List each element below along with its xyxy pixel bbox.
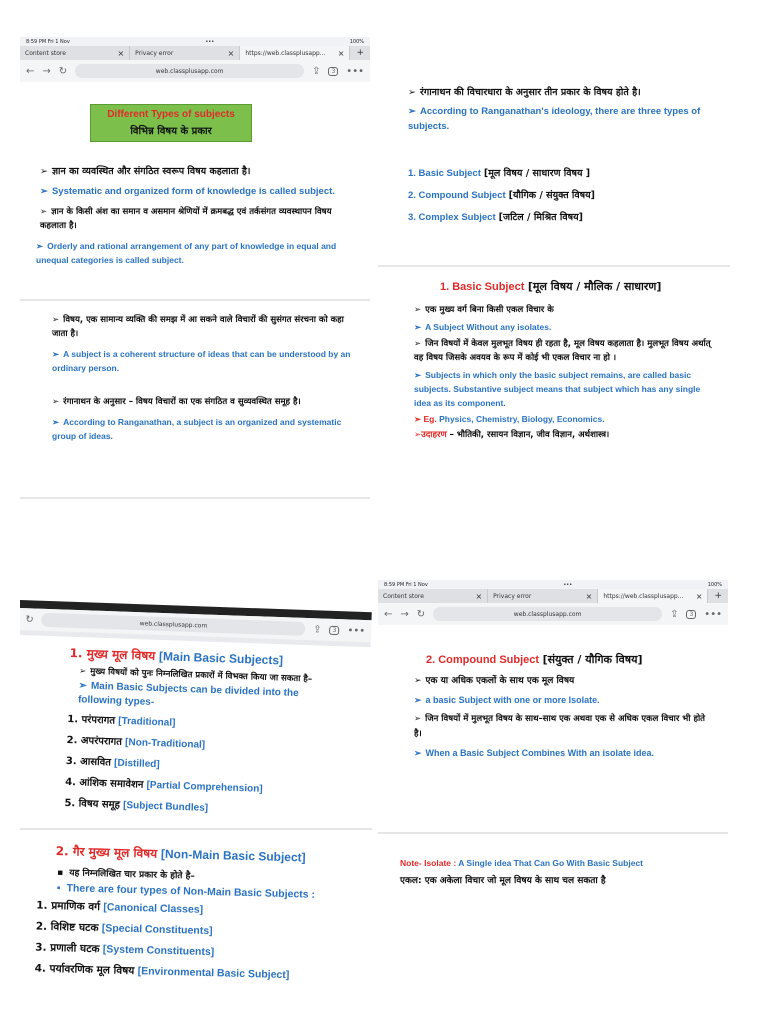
arrow-icon: ➢ [408,87,416,98]
eg-label: Eg. [423,414,437,424]
status-dots: ••• [205,38,215,45]
p4-en: According to Ranganathan, a subject is an organized and systematic group of ideas. [52,417,342,441]
list-item: 2. विशिष्ट घटक [Special Constituents] [35,920,213,938]
list-item: 2. Compound Subject [यौगिक / संयुक्त विषय] [408,190,596,201]
list-item: 3. प्रणाली घटक [System Constituents] [35,941,215,959]
s3-b2-hi: जिन विषयों में केवल मुलभूत विषय ही रहता है, मूल विषय कहलाता है। मुलभूत विषय अर्थात् वह विषय जिसके अवयव के रूप में कोई भी एकल विचार ना हो । [414,339,711,363]
tab-count[interactable]: 3 [329,625,339,634]
slide2-body [408,85,723,134]
p3-en: A subject is a coherent structure of ideas that can be understood by an ordinary person. [52,349,351,373]
screenshot-top-left [20,37,370,507]
arrow-icon: ➢ [414,414,424,424]
browser-chrome [20,600,372,647]
reload-icon[interactable]: ↻ [416,608,426,620]
status-bar [378,580,728,589]
more-icon[interactable]: ••• [704,608,722,620]
list-item: 2. अपरंपरागत [Non-Traditional] [66,734,206,751]
browser-chrome [20,37,370,82]
arrow-icon: ➢ [408,106,416,117]
list-item: 3. आसवित [Distilled] [65,755,160,771]
close-icon[interactable]: × [475,591,483,601]
status-dots: ••• [563,581,573,588]
list-item: 5. विषय समूह [Subject Bundles] [64,797,209,814]
slide1-body [36,165,360,267]
arrow-icon: ➢ [414,714,422,724]
screenshot-bottom-left [20,600,372,1024]
status-battery: 100% [707,581,722,588]
browser-chrome [378,580,728,625]
slide4-top: 1. मुख्य मूल विषय [Main Basic Subjects] ➢ मुख्य विषयों को पुनः निम्नलिखित प्रकारों में विभक्त किया जा सकता है– ➢ Main Basic Subjects can be divided into the following types- 1. परंपरागत [Traditional] 2. अपरंपरागत [Non-Traditional] 3. आसवित [Distilled] 4. आंशिक समावेशन [Partial Comprehension] 5. विषय समूह [Subject Bundles] [64,644,370,824]
url-field[interactable]: web.classplusapp.com [41,613,305,636]
tab-classplus[interactable]: https://web.classplusapp... × [240,46,350,60]
arrow-icon: ➢ [414,748,422,758]
arrow-icon: ➢ [52,349,60,359]
bullet-icon: ▪ [57,868,64,879]
close-icon[interactable]: × [227,48,235,58]
tab-privacy-error[interactable]: Privacy error × [488,589,598,603]
list-item: 4. आंशिक समावेशन [Partial Comprehension] [64,776,263,795]
slide4-bottom: 2. गैर मुख्य मूल विषय [Non-Main Basic Subject] ▪ यह निम्नलिखित चार प्रकार के होते है– ▪ There are four types of Non-Main Basic Subjects : 1. प्रमाणिक वर्ग [Canonical Classes] 2. विशिष्ट घटक [Special Constituents] 3. प्रणाली घटक [System Constituents] 4. पर्यावरणिक मूल विषय [Environmental Basic Subject] [52,842,366,988]
note-label: Note- Isolate : [400,858,457,868]
status-bar [20,37,370,46]
slide3-title: 1. Basic Subject [मूल विषय / मौलिक / साधारण] [440,280,662,293]
arrow-icon: ➢ [414,676,422,686]
arrow-icon: ➢ [414,430,422,440]
arrow-icon: ➢ [414,339,422,349]
slide1-body-2 [52,313,352,443]
slide-title-hi: विभिन्न विषय के प्रकार [130,126,212,137]
address-bar [378,603,728,625]
list-item: 3. Complex Subject [जटिल / मिश्रित विषय] [408,212,583,223]
more-icon[interactable]: ••• [347,624,366,637]
p1-hi: ज्ञान का व्यवस्थित और संगठित स्वरूप विषय कहलाता है। [51,166,251,177]
divider [20,828,372,830]
example-text: – भौतिकी, रसायन विज्ञान, जीव विज्ञान, अर्थशास्त्र। [449,430,610,440]
arrow-icon: ➢ [414,370,422,380]
share-icon[interactable]: ⇪ [312,65,321,77]
note-block [400,854,725,890]
arrow-icon: ➢ [52,315,60,325]
close-icon[interactable]: × [585,591,593,601]
note-text-hi: एकल: एक अकेला विचार जो मूल विषय के साथ चल सकता है [400,876,606,886]
close-icon[interactable]: × [117,48,125,58]
arrow-icon: ➢ [78,680,88,692]
divider [378,265,730,267]
address-bar [20,60,370,82]
slide4-title-2: 2. गैर मुख्य मूल विषय [Non-Main Basic Subject] [55,843,306,865]
arrow-icon: ➢ [40,207,48,217]
arrow-icon: ➢ [414,695,422,705]
tab-content-store[interactable]: Content store × [378,589,488,603]
reload-icon[interactable]: ↻ [25,613,34,625]
status-time: 8:59 PM Fri 1 Nov [26,38,70,45]
p1-en: Systematic and organized form of knowledge is called subject. [51,186,335,197]
arrow-icon: ➢ [40,186,48,197]
example-label: उदाहरण [421,430,447,440]
slide-title-en: Different Types of subjects [107,109,235,120]
s2-p1-hi: रंगानाथन की विचारधारा के अनुसार तीन प्रकार के विषय होते है। [419,87,641,98]
s3-b1-en: A Subject Without any isolates. [425,322,552,332]
note-text-en: A Single idea That Can Go With Basic Subject [458,858,643,868]
new-tab-button[interactable]: + [714,591,723,601]
arrow-icon: ➢ [414,305,422,315]
eg-text: Physics, Chemistry, Biology, Economics. [439,414,605,424]
url-field[interactable]: web.classplusapp.com [433,607,662,621]
more-icon[interactable]: ••• [346,65,364,77]
new-tab-button[interactable]: + [356,48,365,58]
slide4-title: 1. मुख्य मूल विषय [Main Basic Subjects] [69,645,284,668]
tab-count[interactable]: 3 [686,610,696,619]
share-icon[interactable]: ⇪ [670,608,679,620]
main-subject-list [64,709,367,824]
tab-privacy-error[interactable]: Privacy error × [130,46,240,60]
bullet-icon: ▪ [56,882,61,895]
slide3-body [414,303,719,442]
p2-hi: ज्ञान के किसी अंश का समान व असमान श्रेणियों में क्रमबद्ध एवं तर्कसंगत व्यवस्थापन विषय कहलाता है। [40,207,332,231]
list-item: 4. पर्यावरणिक मूल विषय [Environmental Basic Subject] [34,962,290,982]
forward-icon[interactable]: → [400,608,409,620]
screenshot-top-right [378,75,730,475]
slide-title-box [90,104,252,142]
url-field[interactable]: web.classplusapp.com [75,64,304,78]
status-time: 8:59 PM Fri 1 Nov [384,581,428,588]
close-icon[interactable]: × [695,591,703,601]
divider [20,299,370,301]
non-main-subject-list [34,896,364,989]
back-icon[interactable]: ← [26,65,35,77]
divider [378,832,728,834]
list-item: 1. Basic Subject [मूल विषय / साधारण विषय ] [408,168,591,179]
s2-p1-en: According to Ranganathan's ideology, there are three types of subjects. [408,106,701,132]
list-item: 1. परंपरागत [Traditional] [67,713,176,729]
s3-b3-en: Subjects in which only the basic subject remains, are called basic subjects. Substantive subject means that subject which has any single idea as its component. [414,370,701,408]
p4-hi: रंगानाथन के अनुसार – विषय विचारों का एक संगठित व सुव्यवस्थित समूह है। [63,397,301,407]
screenshot-bottom-right [378,580,728,1024]
tab-classplus[interactable]: https://web.classplusapp... × [598,589,708,603]
list-item: 1. प्रमाणिक वर्ग [Canonical Classes] [36,899,204,916]
s3-b1-hi: एक मुख्य वर्ग बिना किसी एकल विचार के [425,305,554,315]
status-battery: 100% [349,38,364,45]
slide5-title: 2. Compound Subject [संयुक्त / यौगिक विषय] [426,653,643,666]
p2-en: Orderly and rational arrangement of any part of knowledge in equal and unequal categories is called subject. [36,241,337,265]
forward-icon[interactable]: → [42,65,51,77]
p3-hi: विषय, एक सामान्य व्यक्ति की समझ में आ सकने वाले विचारों की सुसंगत संरचना को कहा जाता है। [52,315,344,339]
arrow-icon: ➢ [414,322,422,332]
tab-count[interactable]: 3 [328,67,338,76]
subject-type-list [408,163,723,229]
arrow-icon: ➢ [40,166,48,177]
tab-bar [20,46,370,60]
back-icon[interactable]: ← [384,608,393,620]
divider [20,497,370,499]
arrow-icon: ➢ [52,397,60,407]
arrow-icon: ➢ [78,666,87,677]
tab-bar [378,589,728,603]
close-icon[interactable]: × [337,48,345,58]
arrow-icon: ➢ [36,241,44,251]
share-icon[interactable]: ⇪ [313,623,322,636]
reload-icon[interactable]: ↻ [58,65,68,77]
tab-content-store[interactable]: Content store × [20,46,130,60]
arrow-icon: ➢ [52,417,60,427]
slide5-body: ➢ एक या अधिक एकलों के साथ एक मूल विषय ➢ a basic Subject with one or more Isolate. ➢ जिन विषयों में मुलभूत विषय के साथ–साथ एक अथवा एक से अधिक एकल विचार भी होते है। ➢ When a Basic Subject Combines With an isolate idea. [414,676,706,758]
